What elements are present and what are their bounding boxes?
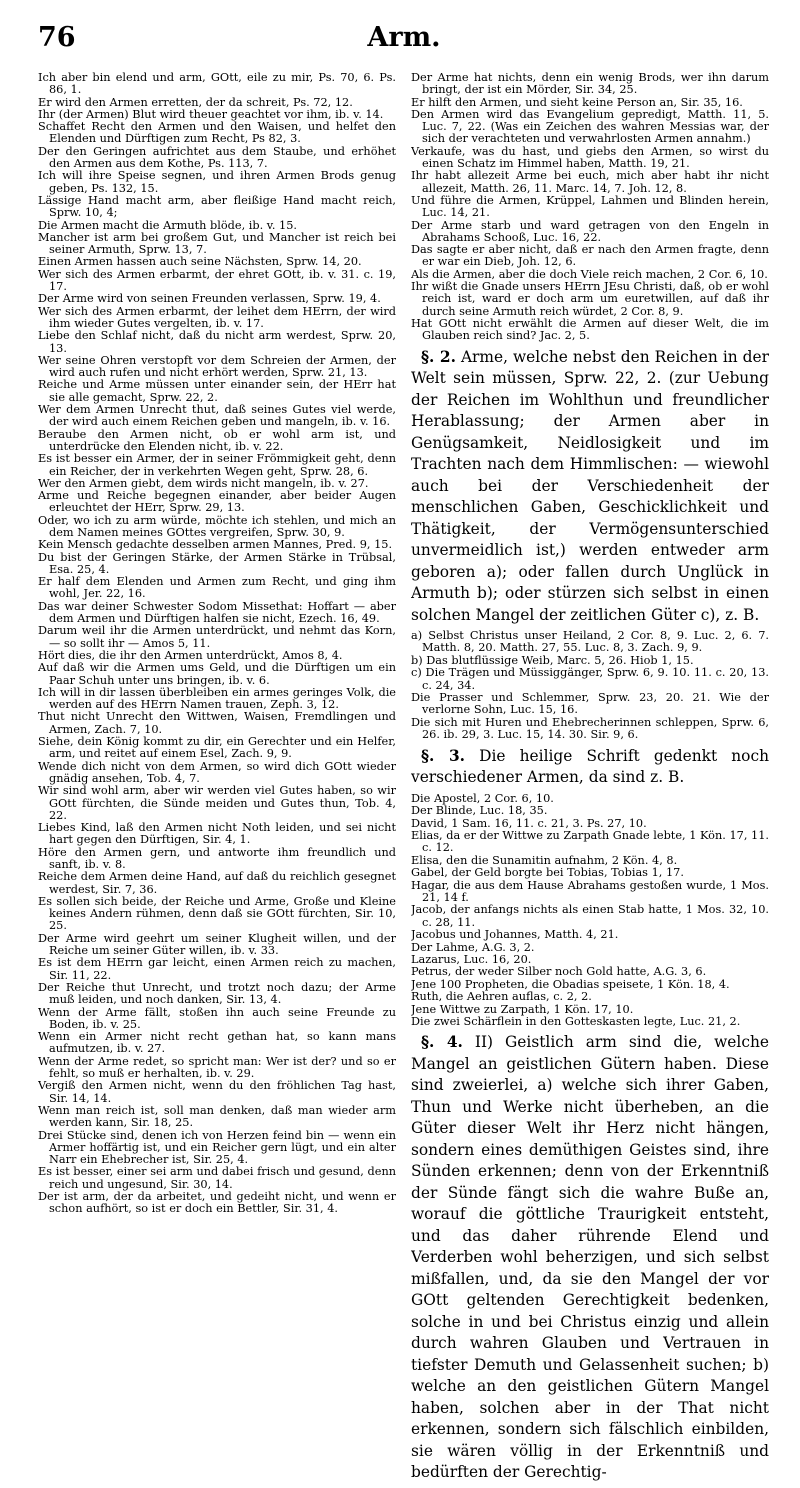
scripture-entry: Reiche und Arme müssen unter einander sein, der HErr hat sie alle gemacht, Sprw. 22, 2.: [38, 378, 396, 404]
scripture-entry: Drei Stücke sind, denen ich von Herzen feind bin — wenn ein Armer hoffärtig ist, und ein Reicher gern lügt, und ein alter Narr ein Ehebrecher ist, Sir. 25, 4.: [38, 1128, 396, 1167]
scripture-entry: Der Reiche thut Unrecht, und trotzt noch dazu; der Arme muß leiden, und noch danken, Sir. 13, 4.: [38, 980, 396, 1007]
scripture-entry: Reiche dem Armen deine Hand, auf daß du reichlich gesegnet werdest, Sir. 7, 36.: [38, 870, 396, 896]
section-item: Elisa, den die Sunamitin aufnahm, 2 Kön. 4, 8.: [411, 853, 678, 867]
running-title: Arm.: [367, 22, 441, 53]
section-note: c) Die Trägen und Müssiggänger, Sprw. 6, 9. 10. 11. c. 20, 13. c. 24, 34.: [411, 666, 769, 692]
section-note: a) Selbst Christus unser Heiland, 2 Cor. 8, 9. Luc. 2, 6. 7. Matth. 8, 20. Matth. 27, 55. Luc. 8, 3. Zach. 9, 9.: [411, 629, 769, 655]
scripture-entry: Es ist dem HErrn gar leicht, einen Armen reich zu machen, Sir. 11, 22.: [38, 956, 396, 982]
scripture-entry: Der Arme wird geehrt um seiner Klugheit willen, und der Reiche um seiner Güter willen, ib. v. 33.: [38, 931, 396, 958]
section-3-text: Die heilige Schrift gedenkt noch verschiedener Armen, da sind z. B.: [411, 746, 769, 787]
scripture-entry: Schaffet Recht den Armen und den Waisen, und helfet den Elenden und Dürftigen zum Recht, Ps 82, 3.: [38, 120, 396, 146]
scripture-entry: Wenn ein Armer nicht recht gethan hat, so kann mans aufmutzen, ib. v. 27.: [38, 1030, 396, 1056]
scripture-entry: Ihr habt allezeit Arme bei euch, mich aber habt ihr nicht allezeit, Matth. 26, 11. Marc. 14, 7. Joh. 12, 8.: [411, 169, 769, 195]
section-item: Der Blinde, Luc. 18, 35.: [411, 804, 548, 818]
section-item: Petrus, der weder Silber noch Gold hatte, A.G. 3, 6.: [411, 965, 707, 979]
scripture-entry: Thut nicht Unrecht den Wittwen, Waisen, Fremdlingen und Armen, Zach. 7, 10.: [38, 710, 396, 736]
scripture-entry: Hört dies, die ihr den Armen unterdrückt, Amos 8, 4.: [38, 648, 343, 662]
scripture-entry: Er hilft den Armen, und sieht keine Person an, Sir. 35, 16.: [411, 95, 743, 109]
scripture-entry: Den Armen wird das Evangelium gepredigt, Matth. 11, 5. Luc. 7, 22. (Was ein Zeichen des wahren Messias war, der sich der verachteten und verwahrlosten Armen annahm.): [411, 107, 769, 146]
scripture-entry: Verkaufe, was du hast, und giebs den Armen, so wirst du einen Schatz im Himmel haben, Matth. 19, 21.: [411, 144, 769, 171]
section-item: Jene 100 Propheten, die Obadias speisete, 1 Kön. 18, 4.: [411, 977, 730, 991]
scripture-entry: Siehe, dein König kommt zu dir, ein Gerechter und ein Helfer, arm, und reitet auf einem Esel, Zach. 9, 9.: [38, 735, 396, 761]
scripture-entry: Liebes Kind, laß den Armen nicht Noth leiden, und sei nicht hart gegen den Dürftigen, Sir. 4, 1.: [38, 821, 396, 847]
page-header: [38, 22, 770, 62]
left-column: [38, 72, 396, 1216]
section-2-paragraph: [411, 347, 769, 627]
section-item: Gabel, der Geld borgte bei Tobias, Tobias 1, 17.: [411, 866, 684, 880]
scripture-entry: Du bist der Geringen Stärke, der Armen Stärke in Trübsal, Esa. 25, 4.: [38, 550, 396, 576]
section-3-items: [411, 793, 769, 1029]
scripture-entry: Der Arme hat nichts, denn ein wenig Brods, wer ihn darum bringt, der ist ein Mörder, Sir. 34, 25.: [411, 72, 769, 97]
scripture-entry: Er wird den Armen erretten, der da schreit, Ps. 72, 12.: [38, 95, 353, 109]
right-column: [411, 72, 769, 1488]
scripture-entry: Der Arme starb und ward getragen von den Engeln in Abrahams Schooß, Luc. 16, 22.: [411, 218, 769, 244]
scripture-entry: Wir sind wohl arm, aber wir werden viel Gutes haben, so wir GOtt fürchten, die Sünde meiden und Gutes thun, Tob. 4, 22.: [38, 784, 396, 822]
scripture-entry: Wer seine Ohren verstopft vor dem Schreien der Armen, der wird auch rufen und nicht erhört werden, Sprw. 21, 13.: [38, 353, 396, 380]
scripture-entry: Darum weil ihr die Armen unterdrückt, und nehmt das Korn, — so sollt ihr — Amos 5, 11.: [38, 624, 396, 650]
scripture-entry: Hat GOtt nicht erwählt die Armen auf dieser Welt, die im Glauben reich sind? Jac. 2, 5.: [411, 316, 769, 343]
section-4-paragraph: [411, 1032, 769, 1484]
section-note: b) Das blutflüssige Weib, Marc. 5, 26. Hiob 1, 15.: [411, 653, 694, 667]
scripture-entry: Der ist arm, der da arbeitet, und gedeiht nicht, und wenn er schon aufhört, so ist er doch ein Bettler, Sir. 31, 4.: [38, 1190, 396, 1216]
scripture-entry: Als die Armen, aber die doch Viele reich machen, 2 Cor. 6, 10.: [411, 267, 768, 281]
scripture-entry: Höre den Armen gern, und antworte ihm freundlich und sanft, ib. v. 8.: [38, 845, 396, 871]
scripture-entry: Wende dich nicht von dem Armen, so wird dich GOtt wieder gnädig ansehen, Tob. 4, 7.: [38, 759, 396, 785]
section-4-number: §. 4.: [421, 1033, 463, 1052]
scripture-entry: Der Arme wird von seinen Freunden verlassen, Sprw. 19, 4.: [38, 292, 381, 306]
scripture-entry: Vergiß den Armen nicht, wenn du den fröhlichen Tag hast, Sir. 14, 14.: [38, 1079, 396, 1105]
scripture-entry: Wenn man reich ist, soll man denken, daß man wieder arm werden kann, Sir. 18, 25.: [38, 1103, 396, 1130]
scripture-entry: Mancher ist arm bei großem Gut, und Mancher ist reich bei seiner Armuth, Sprw. 13, 7.: [38, 230, 396, 257]
scripture-entry: Lässige Hand macht arm, aber fleißige Hand macht reich, Sprw. 10, 4;: [38, 193, 396, 220]
scripture-entry: Ihr wißt die Gnade unsers HErrn JEsu Christi, daß, ob er wohl reich ist, ward er doch arm um euretwillen, auf daß ihr durch seine Armuth reich würdet, 2 Cor. 8, 9.: [411, 280, 769, 318]
scripture-entry: Beraube den Armen nicht, ob er wohl arm ist, und unterdrücke den Elenden nicht, ib. v. 22.: [38, 427, 396, 453]
section-note: Die sich mit Huren und Ehebrecherinnen schleppen, Sprw. 6, 26. ib. 29, 3. Luc. 15, 14. 30. Sir. 9, 6.: [411, 715, 769, 742]
scripture-entry: Es ist besser ein Armer, der in seiner Frömmigkeit geht, denn ein Reicher, der in verkehrten Wegen geht, Sprw. 28, 6.: [38, 452, 396, 478]
section-4-text: II) Geistlich arm sind die, welche Mangel an geistlichen Gütern haben. Diese sind zweierlei, a) welche sich ihrer Gaben, Thun und Werke nicht überheben, an die Güter dieser Welt ihr Herz nicht hängen, sondern eines demüthigen Geistes sind, ihre Sünden erkennen; denn von der Erkenntniß der Sünde fängt sich die wahre Buße an, worauf die göttliche Traurigkeit entsteht, und das daher rührende Elend und Verderben wohl beherzigen, und sich selbst mißfallen, und, da sie den Mangel der vor GOtt geltenden Gerechtigkeit bedenken, solche in und bei Christus einzig und allein durch wahren Glauben und Vertrauen in tiefster Demuth und Gelassenheit suchen; b) welche an den geistlichen Gütern Mangel haben, solchen aber in der That nicht erkennen, sondern sich fälschlich einbilden, sie wären völlig in der Erkenntniß und bedürften der Gerechtig-: [411, 1033, 769, 1482]
scripture-entry: Es sollen sich beide, der Reiche und Arme, Große und Kleine keines Andern rühmen, denn daß sie GOtt fürchten, Sir. 10, 25.: [38, 894, 396, 933]
section-item: Ruth, die Aehren auflas, c. 2, 2.: [411, 990, 592, 1004]
scripture-entry: Arme und Reiche begegnen einander, aber beider Augen erleuchtet der HErr, Sprw. 29, 13.: [38, 489, 396, 515]
scripture-entry: Wer sich des Armen erbarmt, der leihet dem HErrn, der wird ihm wieder Gutes vergelten, ib. v. 17.: [38, 304, 396, 330]
scripture-entry: Auf daß wir die Armen ums Geld, und die Dürftigen um ein Paar Schuh unter uns bringen, ib. v. 6.: [38, 661, 396, 687]
scripture-entry: Ich will in dir lassen überbleiben ein armes geringes Volk, die werden auf des HErrn Namen trauen, Zeph. 3, 12.: [38, 685, 396, 712]
scripture-entry: Ich aber bin elend und arm, GOtt, eile zu mir, Ps. 70, 6. Ps. 86, 1.: [38, 72, 396, 97]
scripture-entry: Kein Mensch gedachte desselben armen Mannes, Pred. 9, 15.: [38, 538, 393, 552]
section-2-notes: [411, 630, 769, 742]
scripture-entry: Liebe den Schlaf nicht, daß du nicht arm werdest, Sprw. 20, 13.: [38, 329, 396, 355]
scripture-entry: Der den Geringen aufrichtet aus dem Staube, und erhöhet den Armen aus dem Kothe, Ps. 113, 7.: [38, 144, 396, 171]
section-3-paragraph: [411, 746, 769, 789]
section-item: Jene Wittwe zu Zarpath, 1 Kön. 17, 10.: [411, 1002, 634, 1016]
section-2-number: §. 2.: [421, 347, 456, 366]
scripture-entry: Er half dem Elenden und Armen zum Recht, und ging ihm wohl, Jer. 22, 16.: [38, 575, 396, 601]
page-number: 76: [38, 22, 76, 53]
scripture-entry: Ich will ihre Speise segnen, und ihren Armen Brods genug geben, Ps. 132, 15.: [38, 169, 396, 195]
scripture-entry: Oder, wo ich zu arm würde, möchte ich stehlen, und mich an dem Namen meines GOttes vergreifen, Sprw. 30, 9.: [38, 513, 396, 539]
scripture-entry: Wenn der Arme redet, so spricht man: Wer ist der? und so er fehlt, so muß er herhalten, ib. v. 29.: [38, 1054, 396, 1081]
scripture-entry: Ihr (der Armen) Blut wird theuer geachtet vor ihm, ib. v. 14.: [38, 107, 384, 121]
section-item: Die Apostel, 2 Cor. 6, 10.: [411, 791, 554, 805]
section-item: Hagar, die aus dem Hause Abrahams gestoßen wurde, 1 Mos. 21, 14 f.: [411, 878, 769, 904]
section-item: Jacob, der anfangs nichts als einen Stab hatte, 1 Mos. 32, 10. c. 28, 11.: [411, 903, 769, 929]
section-item: Elias, da er der Wittwe zu Zarpath Gnade lebte, 1 Kön. 17, 11. c. 12.: [411, 828, 769, 855]
section-item: Jacobus und Johannes, Matth. 4, 21.: [411, 928, 619, 942]
section-item: Lazarus, Luc. 16, 20.: [411, 952, 532, 966]
section-item: Der Lahme, A.G. 3, 2.: [411, 940, 535, 954]
scripture-entry: Wenn der Arme fällt, stoßen ihn auch seine Freunde zu Boden, ib. v. 25.: [38, 1005, 396, 1031]
scripture-entry: Wer sich des Armen erbarmt, der ehret GOtt, ib. v. 31. c. 19, 17.: [38, 267, 396, 294]
scripture-entry: Wer dem Armen Unrecht thut, daß seines Gutes viel werde, der wird auch einem Reichen geben und mangeln, ib. v. 16.: [38, 403, 396, 429]
right-entries: [411, 72, 769, 343]
scripture-entry: Und führe die Armen, Krüppel, Lahmen und Blinden herein, Luc. 14, 21.: [411, 193, 769, 220]
scripture-entry: Wer den Armen giebt, dem wirds nicht mangeln, ib. v. 27.: [38, 476, 369, 490]
section-item: David, 1 Sam. 16, 11. c. 21, 3. Ps. 27, 10.: [411, 816, 647, 830]
scripture-entry: Es ist besser, einer sei arm und dabei frisch und gesund, denn reich und ungesund, Sir. 30, 14.: [38, 1165, 396, 1191]
section-note: Die Prasser und Schlemmer, Sprw. 23, 20. 21. Wie der verlorne Sohn, Luc. 15, 16.: [411, 691, 769, 717]
section-item: Die zwei Schärflein in den Gotteskasten legte, Luc. 21, 2.: [411, 1015, 741, 1028]
scripture-entry: Das war deiner Schwester Sodom Missethat: Hoffart — aber dem Armen und Dürftigen halfen sie nicht, Ezech. 16, 49.: [38, 599, 396, 626]
scripture-entry: Einen Armen hassen auch seine Nächsten, Sprw. 14, 20.: [38, 255, 362, 269]
scripture-entry: Das sagte er aber nicht, daß er nach den Armen fragte, denn er war ein Dieb, Joh. 12, 6.: [411, 243, 769, 269]
section-3-number: §. 3.: [421, 746, 466, 765]
scripture-entry: Die Armen macht die Armuth blöde, ib. v. 15.: [38, 218, 297, 232]
section-2-text: Arme, welche nebst den Reichen in der Welt sein müssen, Sprw. 22, 2. (zur Uebung der Reichen im Wohlthun und freundlicher Herablassung; der Armen aber in Genügsamkeit, Neidlosigkeit und im Trachten nach dem Himmlischen: — wiewohl auch bei der Verschiedenheit der menschlichen Gaben, Geschicklichkeit und Thätigkeit, der Vermögensunterschied unvermeidlich ist,) werden entweder arm geboren a); oder fallen durch Unglück in Armuth b); oder stürzen sich selbst in einen solchen Mangel der zeitlichen Güter c), z. B.: [411, 347, 769, 624]
